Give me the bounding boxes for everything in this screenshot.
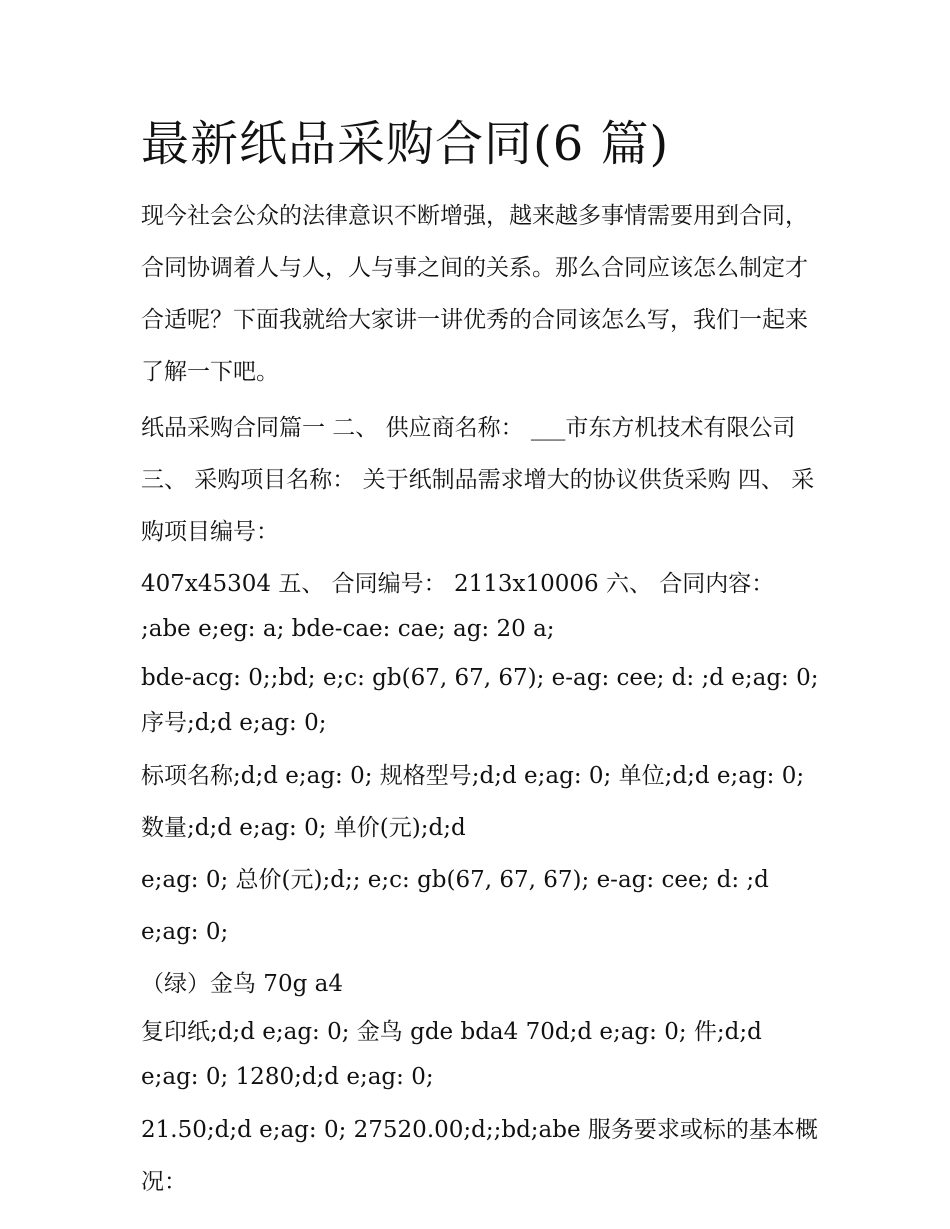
intro-paragraph: 现今社会公众的法律意识不断增强，越来越多事情需要用到合同，合同协调着人与人，人与事之间的关系。那么合同应该怎么制定才合适呢？下面我就给大家讲一讲优秀的合同该怎么写，我们一起来了解一下吧。 xyxy=(141,203,808,385)
table-header-paragraph-2: 标项名称;d;d e;ag: 0; 规格型号;d;d e;ag: 0; 单位;d;d e;ag: 0; 数量;d;d e;ag: 0; 单价(元);d;d xyxy=(141,763,805,841)
item-name-paragraph: （绿）金鸟 70g a4 xyxy=(141,971,343,997)
table-header-paragraph-1: bde-acg: 0;;bd; e;c: gb(67, 67, 67); e-ag: cee; d: ;d e;ag: 0; 序号;d;d e;ag: 0; xyxy=(141,665,819,736)
document-page xyxy=(141,112,821,1208)
document-title: 最新纸品采购合同(6 篇) xyxy=(141,116,670,172)
contract-header-paragraph: 纸品采购合同篇一 二、 供应商名称： ___市东方机技术有限公司 三、 采购项目名称： 关于纸制品需求增大的协议供货采购 四、 采购项目编号： xyxy=(141,415,815,545)
item-price-paragraph: 21.50;d;d e;ag: 0; 27520.00;d;;bd;abe 服务要求或标的基本概况： xyxy=(141,1117,818,1195)
table-header-paragraph-3: e;ag: 0; 总价(元);d;; e;c: gb(67, 67, 67); e-ag: cee; d: ;d e;ag: 0; xyxy=(141,867,769,945)
item-detail-paragraph: 复印纸;d;d e;ag: 0; 金鸟 gde bda4 70d;d e;ag: 0; 件;d;d e;ag: 0; 1280;d;d e;ag: 0; xyxy=(141,1019,762,1090)
contract-content-paragraph: 407x45304 五、 合同编号： 2113x10006 六、 合同内容： ;abe e;eg: a; bde-cae: cae; ag: 20 a; xyxy=(141,571,775,642)
